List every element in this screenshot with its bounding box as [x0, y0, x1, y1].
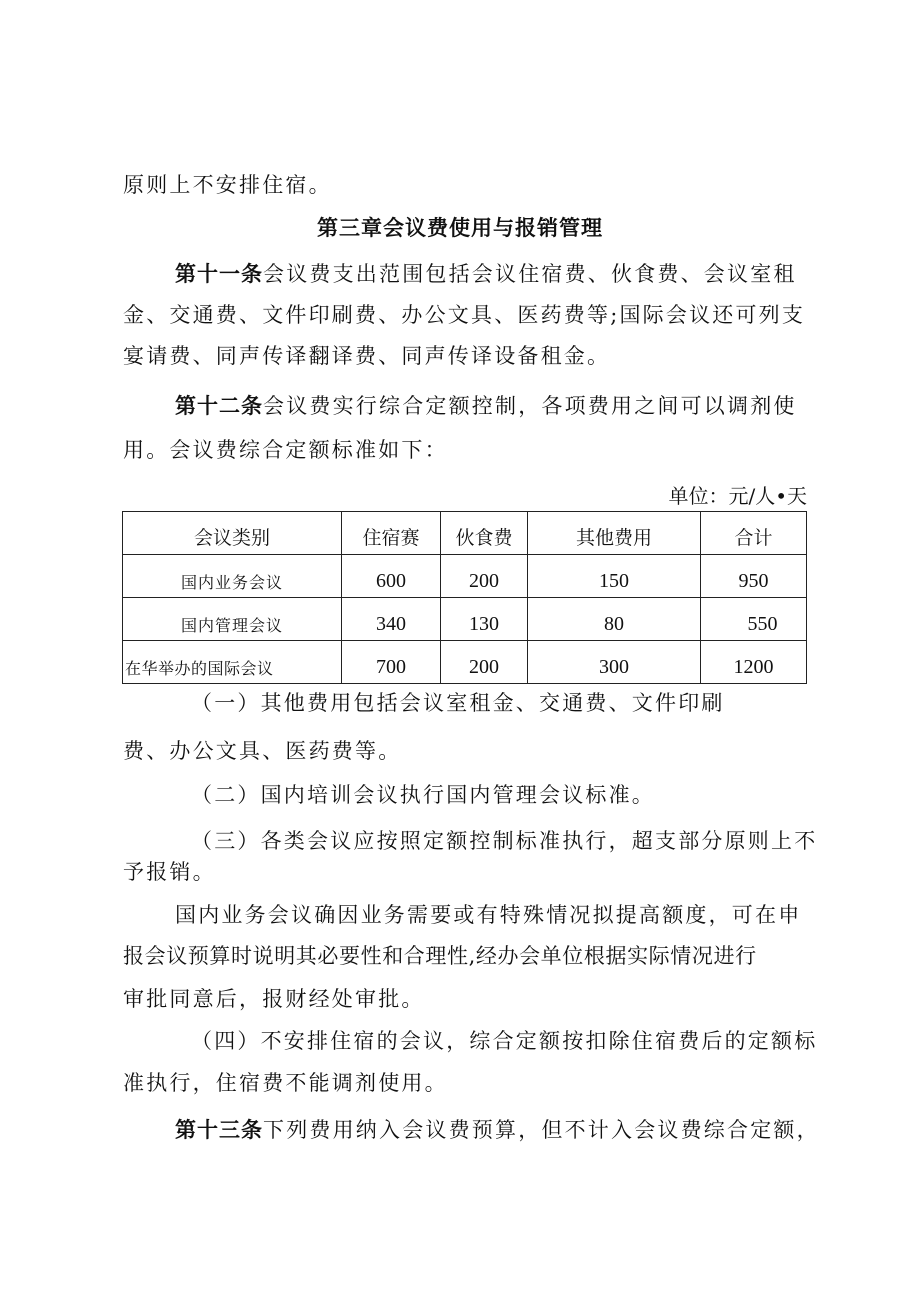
- table-row: [123, 598, 807, 641]
- chapter-heading: 第三章会议费使用与报销管理: [317, 215, 603, 240]
- header-cell: 伙食费: [441, 512, 528, 555]
- table-row: [123, 555, 807, 598]
- meeting-fee-table: [122, 511, 807, 684]
- paragraph-line-2: 报会议预算时说明其必要性和合理性,经办会单位根据实际情况进行: [123, 944, 757, 968]
- category-cell: 在华举办的国际会议: [123, 641, 342, 684]
- value-cell: 300: [528, 641, 701, 684]
- category-cell: 国内业务会议: [123, 555, 342, 598]
- note-3-line-2: 予报销。: [123, 860, 216, 884]
- article-12-text: 会议费实行综合定额控制，各项费用之间可以调剂使: [263, 394, 797, 418]
- category-cell: 国内管理会议: [123, 598, 342, 641]
- article-11-line-2: 金、交通费、文件印刷费、办公文具、医药费等;国际会议还可列支: [123, 303, 806, 327]
- value-cell: 950: [701, 555, 807, 598]
- note-3-line-1: （三）各类会议应按照定额控制标准执行，超支部分原则上不: [191, 829, 818, 853]
- value-cell: 700: [342, 641, 441, 684]
- unit-label: 单位：元/人•天: [668, 484, 807, 508]
- value-cell: 150: [528, 555, 701, 598]
- article-12-line-2: 用。会议费综合定额标准如下：: [123, 438, 448, 462]
- article-11-text: 会议费支出范围包括会议住宿费、伙食费、会议室租: [263, 262, 797, 286]
- article-11-label: 第十一条: [175, 261, 263, 286]
- value-cell: 130: [441, 598, 528, 641]
- value-cell: 550: [701, 598, 807, 641]
- value-cell: 600: [342, 555, 441, 598]
- value-cell: 200: [441, 555, 528, 598]
- header-cell: 会议类别: [123, 512, 342, 555]
- header-cell: 住宿赛: [342, 512, 441, 555]
- article-13-label: 第十三条: [175, 1117, 263, 1142]
- article-11-line-1: [175, 259, 815, 289]
- note-4-line-1: （四）不安排住宿的会议，综合定额按扣除住宿费后的定额标: [191, 1029, 818, 1053]
- article-13-line-1: [175, 1115, 820, 1145]
- header-cell: 合计: [701, 512, 807, 555]
- table-row: [123, 641, 807, 684]
- paragraph-line-3: 审批同意后，报财经处审批。: [123, 987, 425, 1011]
- value-cell: 1200: [701, 641, 807, 684]
- article-12-label: 第十二条: [175, 393, 263, 418]
- note-1-line-1: （一）其他费用包括会议室租金、交通费、文件印刷: [191, 691, 725, 715]
- note-4-line-2: 准执行，住宿费不能调剂使用。: [123, 1071, 448, 1095]
- note-1-line-2: 费、办公文具、医药费等。: [123, 739, 402, 763]
- value-cell: 80: [528, 598, 701, 641]
- article-11-line-3: 宴请费、同声传译翻译费、同声传译设备租金。: [123, 344, 611, 368]
- paragraph-line-1: 国内业务会议确因业务需要或有特殊情况拟提高额度，可在申: [175, 903, 802, 927]
- value-cell: 200: [441, 641, 528, 684]
- article-13-text: 下列费用纳入会议费预算，但不计入会议费综合定额，: [263, 1118, 820, 1142]
- article-12-line-1: [175, 391, 815, 421]
- header-cell: 其他费用: [528, 512, 701, 555]
- note-2-line: （二）国内培训会议执行国内管理会议标准。: [191, 783, 655, 807]
- table-header-row: [123, 512, 807, 555]
- value-cell: 340: [342, 598, 441, 641]
- paragraph-line: 原则上不安排住宿。: [123, 173, 332, 197]
